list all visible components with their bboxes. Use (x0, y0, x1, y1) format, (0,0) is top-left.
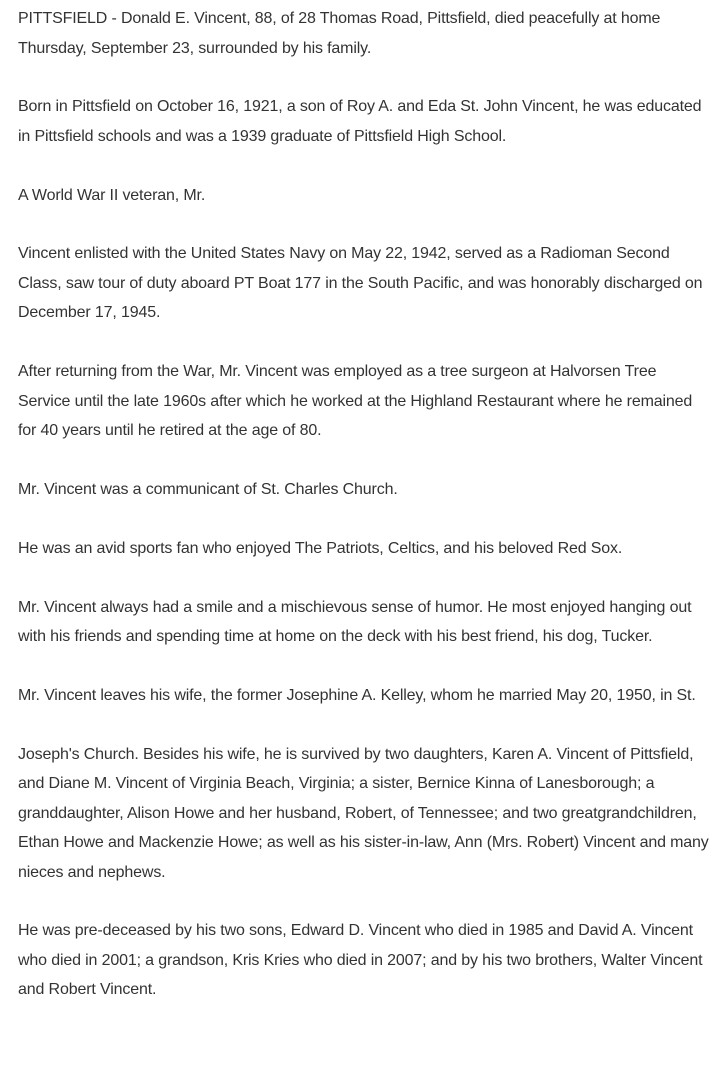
paragraph-survivors: Joseph's Church. Besides his wife, he is survived by two daughters, Karen A. Vincent of Pittsfield, and Diane M. Vincent of Virginia Beach, Virginia; a sister, Bernice Kinna of Lanesborough; a granddaughter, Alison Howe and her husband, Robert, of Tennessee; and two greatgrandchildren, Ethan Howe and Mackenzie Howe; as well as his sister-in-law, Ann (Mrs. Robert) Vincent and many nieces and nephews. (18, 745, 709, 881)
paragraph-veteran: A World War II veteran, Mr. (18, 186, 206, 204)
paragraph-personality: Mr. Vincent always had a smile and a mischievous sense of humor. He most enjoyed hanging out with his friends and spending time at home on the deck with his best friend, his dog, Tucker. (18, 598, 692, 646)
paragraph-wife: Mr. Vincent leaves his wife, the former Josephine A. Kelley, whom he married May 20, 1950, in St. (18, 686, 696, 704)
paragraph-church: Mr. Vincent was a communicant of St. Charles Church. (18, 480, 398, 498)
paragraph-birth-education: Born in Pittsfield on October 16, 1921, a son of Roy A. and Eda St. John Vincent, he was educated in Pittsfield schools and was a 1939 graduate of Pittsfield High School. (18, 98, 702, 145)
paragraph-career: After returning from the War, Mr. Vincent was employed as a tree surgeon at Halvorsen Tree Service until the late 1960s after which he worked at the Highland Restaurant where he remained for 40 years until he retired at the age of 80. (18, 363, 693, 440)
paragraph-death-notice: PITTSFIELD - Donald E. Vincent, 88, of 28 Thomas Road, Pittsfield, died peacefully at home Thursday, September 23, surrounded by his family. (18, 10, 661, 57)
paragraph-navy-service: Vincent enlisted with the United States Navy on May 22, 1942, served as a Radioman Second Class, saw tour of duty aboard PT Boat 177 in the South Pacific, and was honorably discharged on December 17, 1945. (18, 245, 703, 322)
paragraph-sports: He was an avid sports fan who enjoyed The Patriots, Celtics, and his beloved Red Sox. (18, 539, 623, 557)
paragraph-predeceased: He was pre-deceased by his two sons, Edward D. Vincent who died in 1985 and David A. Vincent who died in 2001; a grandson, Kris Kries who died in 2007; and by his two brothers, Walter Vincent and Robert Vincent. (18, 922, 703, 999)
